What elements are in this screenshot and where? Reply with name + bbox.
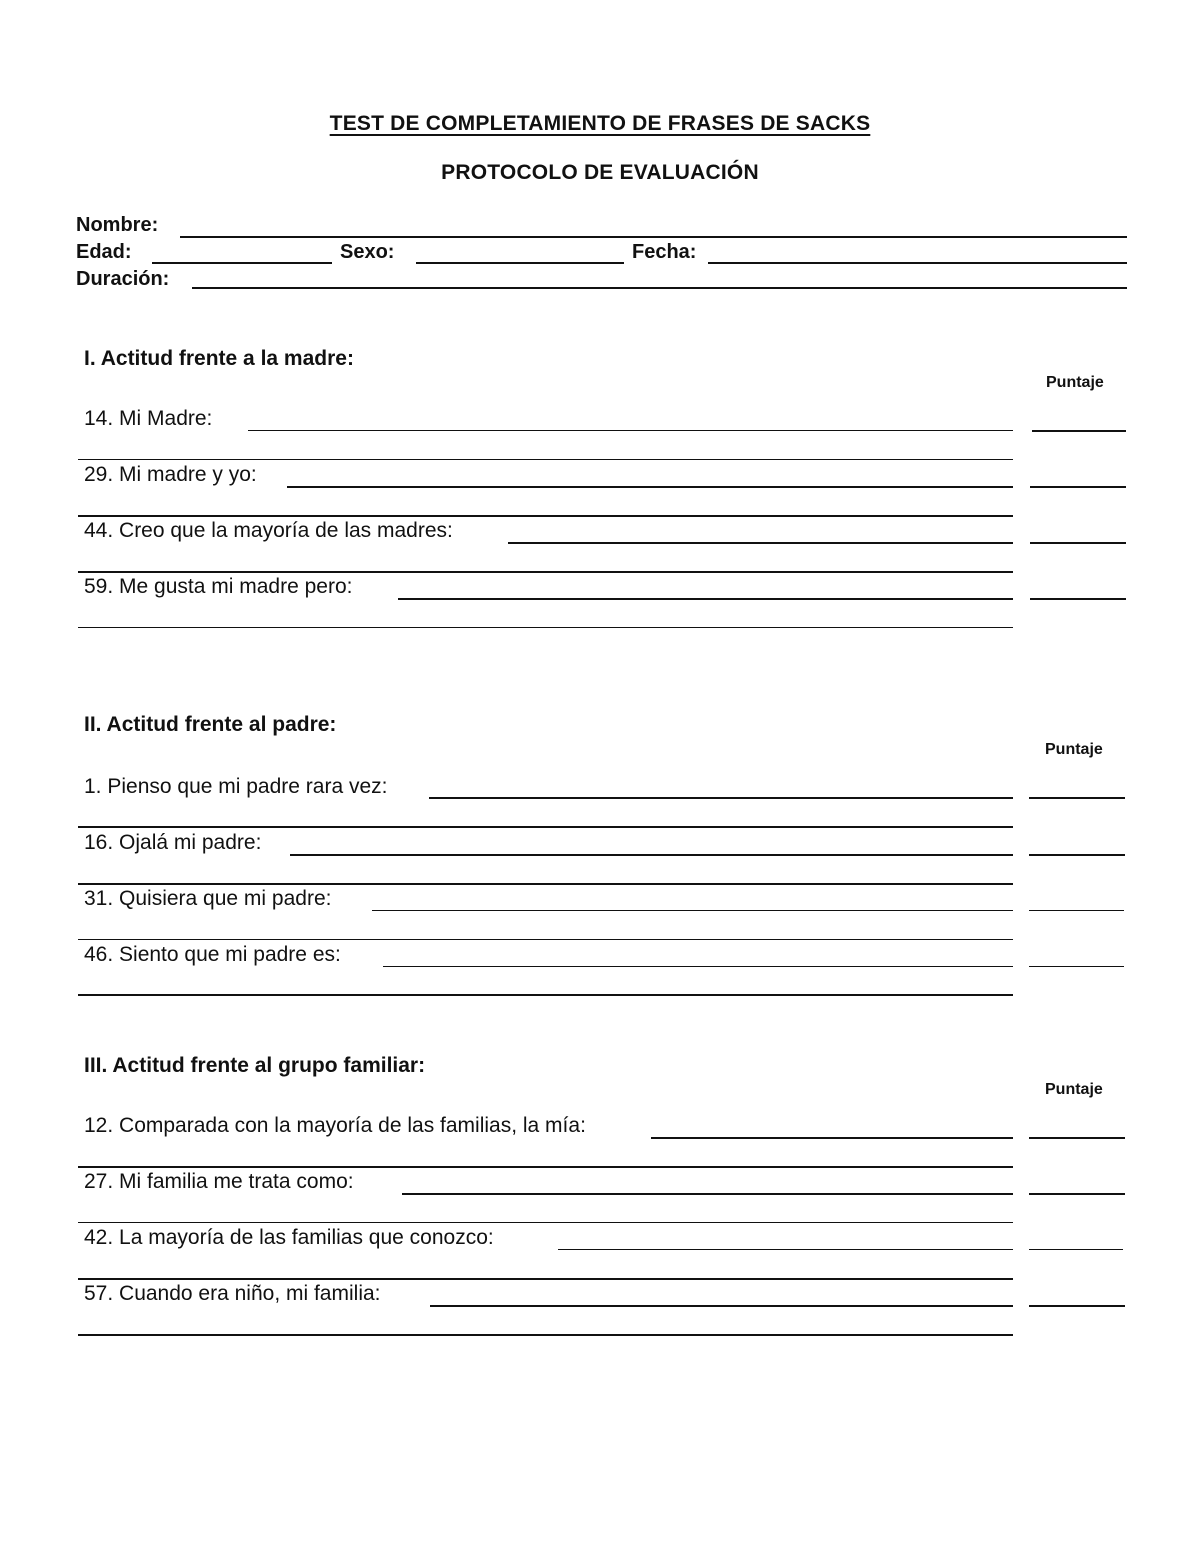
answer-line[interactable] [558, 1249, 1013, 1250]
score-line[interactable] [1030, 598, 1126, 600]
answer-continuation-line[interactable] [78, 826, 1013, 828]
score-line[interactable] [1029, 1249, 1123, 1250]
item-label: 59. Me gusta mi madre pero: [84, 575, 353, 598]
answer-line[interactable] [287, 486, 1013, 488]
section-title-padre: II. Actitud frente al padre: [84, 713, 337, 736]
score-line[interactable] [1029, 854, 1125, 856]
item-label: 1. Pienso que mi padre rara vez: [84, 775, 388, 798]
answer-line[interactable] [402, 1193, 1013, 1195]
score-line[interactable] [1029, 1193, 1125, 1195]
answer-line[interactable] [383, 966, 1013, 967]
answer-continuation-line[interactable] [78, 1166, 1013, 1168]
sexo-field[interactable] [416, 262, 624, 264]
item-label: 14. Mi Madre: [84, 407, 213, 430]
document-title: TEST DE COMPLETAMIENTO DE FRASES DE SACKS [329, 112, 871, 135]
section-title-madre: I. Actitud frente a la madre: [84, 347, 354, 370]
score-line[interactable] [1029, 910, 1124, 911]
item-label: 44. Creo que la mayoría de las madres: [84, 519, 453, 542]
fecha-field[interactable] [708, 262, 1127, 264]
answer-continuation-line[interactable] [78, 571, 1013, 573]
sexo-label: Sexo: [340, 241, 395, 263]
answer-continuation-line[interactable] [78, 459, 1013, 460]
puntaje-label: Puntaje [1046, 374, 1104, 391]
score-line[interactable] [1029, 797, 1125, 799]
item-label: 57. Cuando era niño, mi familia: [84, 1282, 381, 1305]
item-label: 27. Mi familia me trata como: [84, 1170, 354, 1193]
duracion-field[interactable] [192, 287, 1127, 289]
answer-line[interactable] [398, 598, 1013, 600]
item-label: 42. La mayoría de las familias que conozco: [84, 1226, 494, 1249]
answer-continuation-line[interactable] [78, 939, 1013, 940]
item-label: 31. Quisiera que mi padre: [84, 887, 332, 910]
answer-continuation-line[interactable] [78, 1278, 1013, 1280]
item-label: 12. Comparada con la mayoría de las familias, la mía: [84, 1114, 586, 1137]
score-line[interactable] [1030, 486, 1126, 488]
item-label: 16. Ojalá mi padre: [84, 831, 262, 854]
item-label: 29. Mi madre y yo: [84, 463, 257, 486]
fecha-label: Fecha: [632, 241, 697, 263]
edad-label: Edad: [76, 241, 132, 263]
puntaje-label: Puntaje [1045, 1081, 1103, 1098]
answer-line[interactable] [508, 542, 1013, 544]
edad-field[interactable] [152, 262, 332, 264]
answer-line[interactable] [372, 910, 1013, 911]
score-line[interactable] [1029, 966, 1124, 967]
duracion-label: Duración: [76, 268, 170, 290]
answer-continuation-line[interactable] [78, 515, 1013, 517]
item-label: 46. Siento que mi padre es: [84, 943, 341, 966]
answer-line[interactable] [430, 1305, 1013, 1307]
score-line[interactable] [1030, 542, 1126, 544]
answer-continuation-line[interactable] [78, 1334, 1013, 1336]
score-line[interactable] [1029, 1137, 1125, 1139]
score-line[interactable] [1032, 430, 1126, 432]
answer-continuation-line[interactable] [78, 1222, 1013, 1223]
nombre-field[interactable] [180, 236, 1127, 238]
document-subtitle: PROTOCOLO DE EVALUACIÓN [441, 161, 759, 184]
answer-line[interactable] [290, 854, 1013, 856]
answer-line[interactable] [248, 430, 1013, 431]
puntaje-label: Puntaje [1045, 741, 1103, 758]
nombre-label: Nombre: [76, 214, 159, 236]
answer-line[interactable] [651, 1137, 1013, 1139]
answer-continuation-line[interactable] [78, 883, 1013, 885]
section-title-familia: III. Actitud frente al grupo familiar: [84, 1054, 426, 1077]
answer-continuation-line[interactable] [78, 627, 1013, 628]
score-line[interactable] [1029, 1305, 1125, 1307]
answer-line[interactable] [429, 797, 1013, 799]
answer-continuation-line[interactable] [78, 994, 1013, 996]
